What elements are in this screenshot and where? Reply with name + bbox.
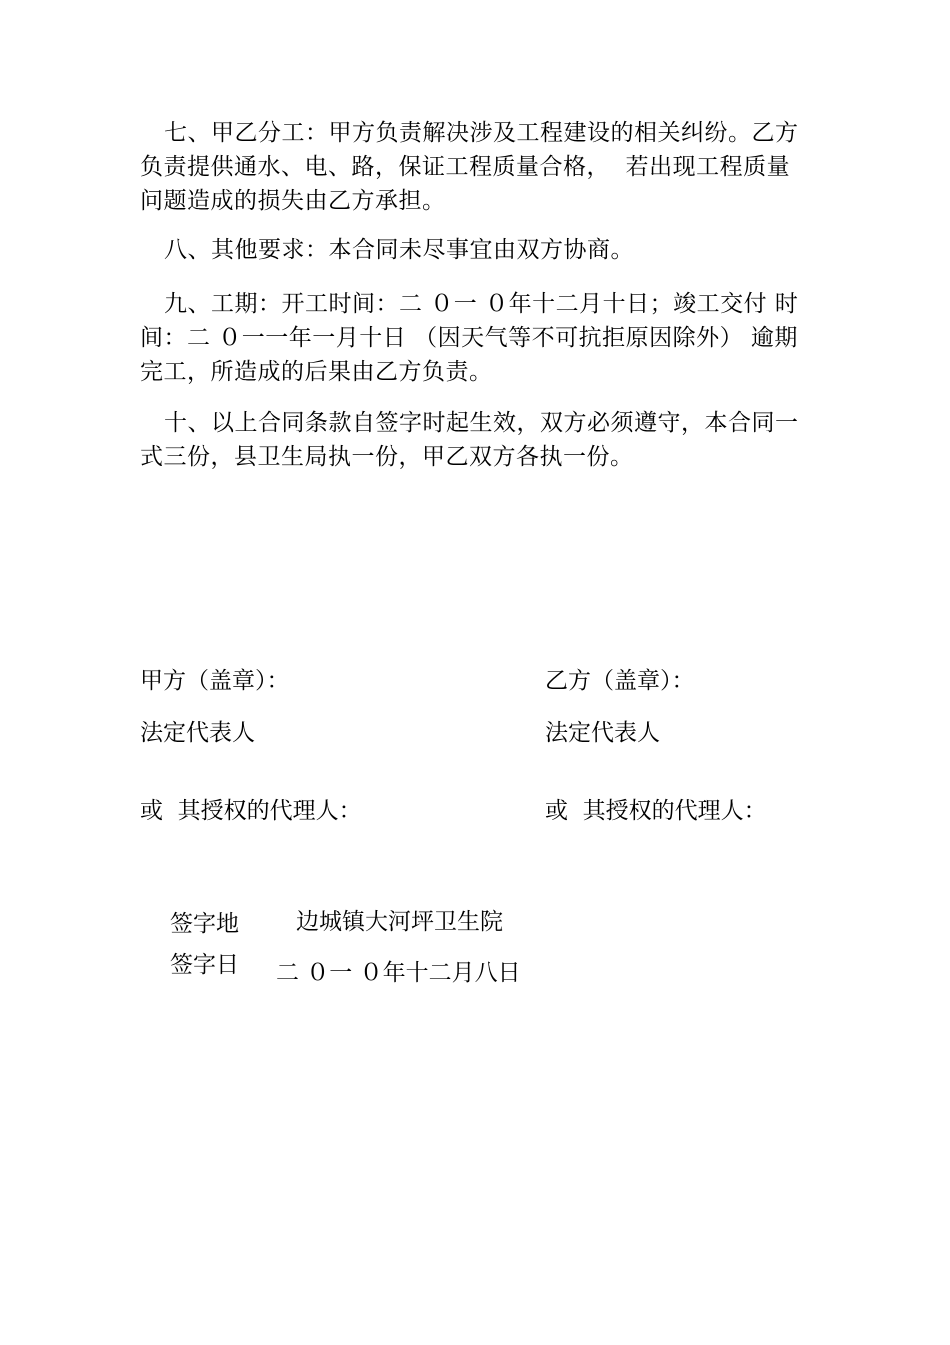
signing-date-value: 二 ０一 ０年十二月八日 <box>276 960 521 986</box>
clause-9: 九、工期：开工时间：二 ０一 ０年十二月十日；竣工交付 时间：二 ０一一年一月十日 （因天气等不可抗拒原因除外） 逾期完工，所造成的后果由乙方负责。 <box>140 291 799 385</box>
clause-8: 八、其他要求：本合同未尽事宜由双方协商。 <box>164 237 634 263</box>
party-a-legal-representative: 法定代表人 <box>140 720 255 746</box>
signing-place-value: 边城镇大河坪卫生院 <box>296 909 503 935</box>
signing-place-label: 签字地 <box>170 911 239 937</box>
signing-date-label: 签字日 <box>170 952 239 978</box>
party-a-seal: 甲方（盖章）： <box>140 668 290 694</box>
clause-10: 十、以上合同条款自签字时起生效，双方必须遵守，本合同一式三份，县卫生局执一份，甲乙双方各执一份。 <box>140 410 799 470</box>
party-a-authorized-agent: 或 其授权的代理人： <box>140 798 362 824</box>
party-b-seal: 乙方（盖章）： <box>545 668 695 694</box>
clause-7: 七、甲乙分工：甲方负责解决涉及工程建设的相关纠纷。乙方负责提供通水、电、路，保证工程质量合格， 若出现工程质量问题造成的损失由乙方承担。 <box>140 120 799 214</box>
party-b-legal-representative: 法定代表人 <box>545 720 660 746</box>
party-b-authorized-agent: 或 其授权的代理人： <box>545 798 767 824</box>
